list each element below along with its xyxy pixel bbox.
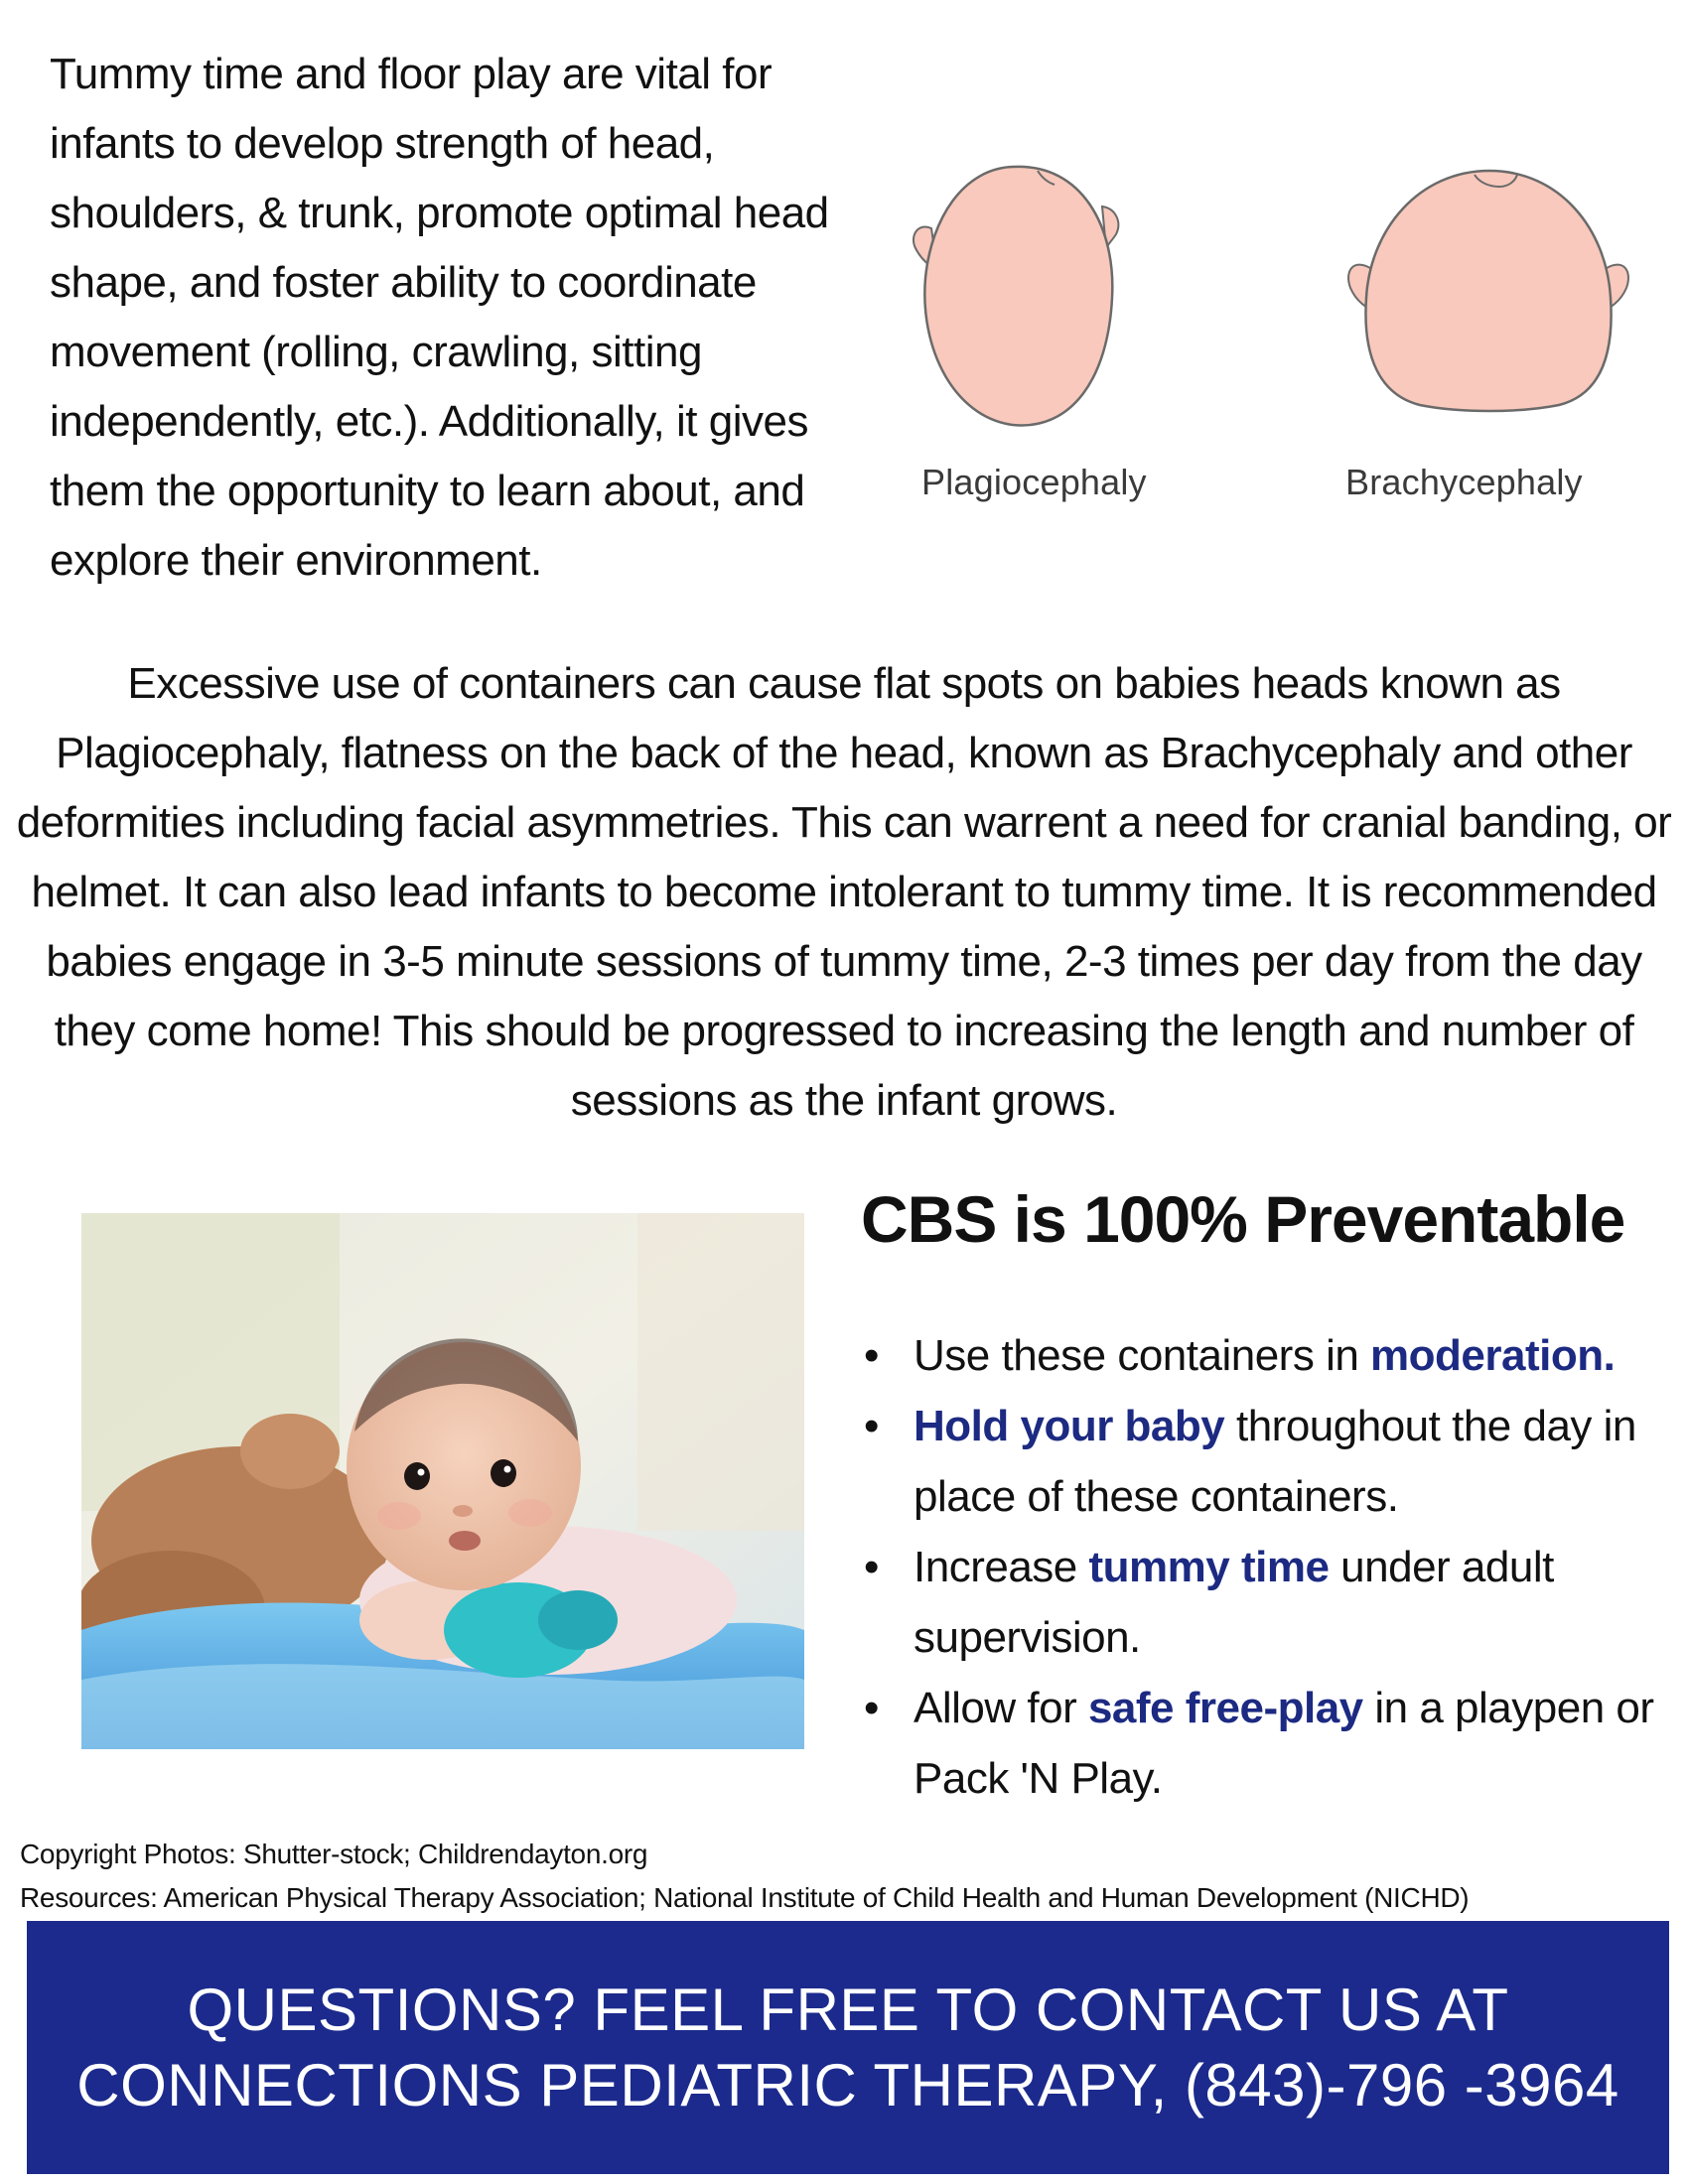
tip-text: Allow for <box>914 1684 1088 1732</box>
list-item <box>864 1673 1658 1814</box>
photo-credits: Copyright Photos: Shutter-stock; Childrendayton.org <box>20 1839 648 1869</box>
tip-highlight: Hold your baby <box>914 1402 1225 1450</box>
intro-paragraph: Tummy time and floor play are vital for infants to develop strength of head, shoulders, & trunk, promote optimal head shape, and foster ability to coordinate movement (rolling, crawling, sitting independently, etc.). Additionally, it gives them the opportunity to learn about, and explore their environment. <box>50 50 829 585</box>
bullet-icon: • <box>864 1331 879 1380</box>
brachycephaly-label: Brachycephaly <box>1345 462 1583 502</box>
baby-photo-illustration <box>81 1213 804 1749</box>
tip-text: throughout the day in place of these containers. <box>914 1402 1636 1521</box>
prevention-tips-list <box>864 1320 1658 1814</box>
list-item <box>864 1391 1658 1532</box>
tip-text: in a playpen or Pack 'N Play. <box>914 1684 1654 1803</box>
tip-highlight: safe free-play <box>1087 1684 1363 1732</box>
plagiocephaly-head-icon <box>914 167 1118 426</box>
brachycephaly-head-icon <box>1348 171 1628 411</box>
containers-paragraph: Excessive use of containers can cause flat spots on babies heads known as Plagiocephaly, flatness on the back of the head, known as Brachycephaly and other deformities including facial asymmetries. This can warrent a need for cranial banding, or helmet. It can also lead infants to become intolerant to tummy time. It is recommended babies engage in 3-5 minute sessions of tummy time, 2-3 times per day from the day they come home! This should be progressed to increasing the length and number of sessions as the infant grows. <box>16 659 1672 1125</box>
list-item <box>864 1532 1658 1673</box>
bullet-icon: • <box>864 1543 879 1591</box>
tip-highlight: tummy time <box>1088 1543 1330 1591</box>
bullet-icon: • <box>864 1684 879 1732</box>
baby-tummy-time-photo <box>81 1213 804 1749</box>
tip-highlight: moderation. <box>1370 1331 1616 1380</box>
tip-text: Increase <box>914 1543 1089 1591</box>
contact-line-2: CONNECTIONS PEDIATRIC THERAPY, (843)-796 -3964 <box>76 2051 1619 2118</box>
contact-line-1: QUESTIONS? FEEL FREE TO CONTACT US AT <box>187 1976 1509 2043</box>
cbs-preventable-heading: CBS is 100% Preventable <box>861 1182 1625 1256</box>
plagiocephaly-label: Plagiocephaly <box>921 462 1147 502</box>
credits <box>20 1833 1469 1920</box>
tip-text: under adult supervision. <box>914 1543 1554 1662</box>
resource-credits: Resources: American Physical Therapy Association; National Institute of Child Health and Human Development (NICHD) <box>20 1882 1470 1913</box>
list-item <box>864 1320 1658 1391</box>
contact-banner <box>27 1921 1669 2174</box>
head-shapes-svg <box>904 149 1648 457</box>
bullet-icon: • <box>864 1402 879 1450</box>
head-shape-illustration <box>904 149 1648 526</box>
tip-text: Use these containers in <box>914 1331 1371 1380</box>
